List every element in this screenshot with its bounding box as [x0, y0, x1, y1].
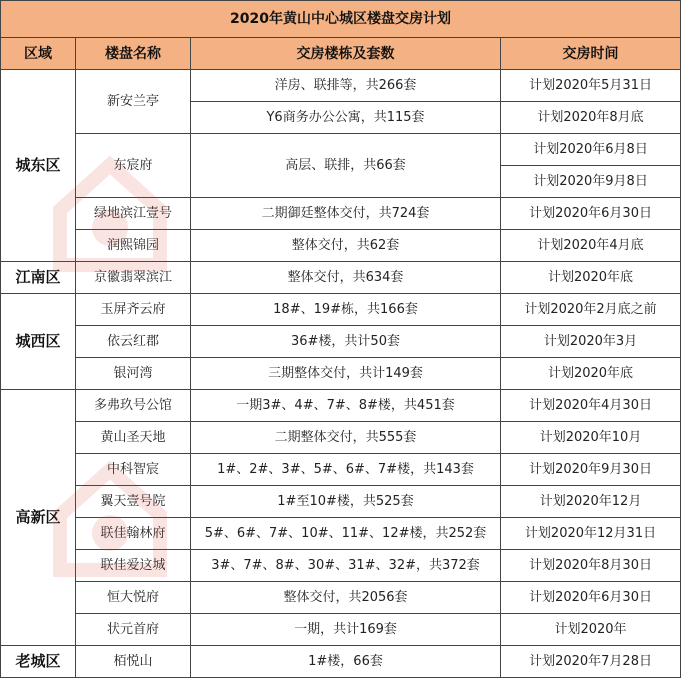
time-cell: 计划2020年4月底	[501, 230, 681, 262]
time-cell: 计划2020年2月底之前	[501, 294, 681, 326]
buildings-cell: 二期御廷整体交付，共724套	[191, 198, 501, 230]
time-cell: 计划2020年9月30日	[501, 454, 681, 486]
header-row	[1, 38, 681, 70]
buildings-cell: 18#、19#栋，共166套	[191, 294, 501, 326]
project-cell: 东宸府	[76, 134, 191, 198]
time-cell: 计划2020年5月31日	[501, 70, 681, 102]
buildings-cell: 3#、7#、8#、30#、31#、32#，共372套	[191, 550, 501, 582]
time-cell: 计划2020年6月30日	[501, 582, 681, 614]
header-district: 区域	[1, 38, 76, 70]
time-cell: 计划2020年9月8日	[501, 166, 681, 198]
table-row	[1, 454, 681, 486]
header-project: 楼盘名称	[76, 38, 191, 70]
header-buildings: 交房楼栋及套数	[191, 38, 501, 70]
table-row	[1, 198, 681, 230]
time-cell: 计划2020年6月8日	[501, 134, 681, 166]
project-cell: 玉屏齐云府	[76, 294, 191, 326]
project-cell: 京徽翡翠滨江	[76, 262, 191, 294]
table-row	[1, 230, 681, 262]
table-row	[1, 550, 681, 582]
project-cell: 润熙锦园	[76, 230, 191, 262]
time-cell: 计划2020年底	[501, 262, 681, 294]
district-cell: 城东区	[1, 70, 76, 262]
header-time: 交房时间	[501, 38, 681, 70]
project-cell: 银河湾	[76, 358, 191, 390]
buildings-cell: 一期，共计169套	[191, 614, 501, 646]
time-cell: 计划2020年12月	[501, 486, 681, 518]
buildings-cell: 36#楼，共计50套	[191, 326, 501, 358]
project-cell: 联佳翰林府	[76, 518, 191, 550]
district-cell: 老城区	[1, 646, 76, 678]
buildings-cell: 二期整体交付，共555套	[191, 422, 501, 454]
title-row	[1, 1, 681, 38]
table-row	[1, 646, 681, 678]
buildings-cell: 一期3#、4#、7#、8#楼，共451套	[191, 390, 501, 422]
table-row	[1, 326, 681, 358]
project-cell: 绿地滨江壹号	[76, 198, 191, 230]
time-cell: 计划2020年8月底	[501, 102, 681, 134]
table-row	[1, 486, 681, 518]
project-cell: 依云红郡	[76, 326, 191, 358]
buildings-cell: 高层、联排，共66套	[191, 134, 501, 198]
table-row	[1, 358, 681, 390]
table-row	[1, 614, 681, 646]
time-cell: 计划2020年8月30日	[501, 550, 681, 582]
buildings-cell: Y6商务办公公寓，共115套	[191, 102, 501, 134]
buildings-cell: 1#至10#楼，共525套	[191, 486, 501, 518]
project-cell: 翼天壹号院	[76, 486, 191, 518]
table-row	[1, 294, 681, 326]
time-cell: 计划2020年底	[501, 358, 681, 390]
time-cell: 计划2020年3月	[501, 326, 681, 358]
time-cell: 计划2020年	[501, 614, 681, 646]
buildings-cell: 5#、6#、7#、10#、11#、12#楼，共252套	[191, 518, 501, 550]
project-cell: 状元首府	[76, 614, 191, 646]
time-cell: 计划2020年6月30日	[501, 198, 681, 230]
table-row	[1, 518, 681, 550]
table-row	[1, 262, 681, 294]
buildings-cell: 整体交付，共62套	[191, 230, 501, 262]
time-cell: 计划2020年4月30日	[501, 390, 681, 422]
buildings-cell: 洋房、联排等，共266套	[191, 70, 501, 102]
table-row	[1, 134, 681, 166]
project-cell: 中科智宸	[76, 454, 191, 486]
buildings-cell: 1#、2#、3#、5#、6#、7#楼，共143套	[191, 454, 501, 486]
buildings-cell: 整体交付，共2056套	[191, 582, 501, 614]
table-title: 2020年黄山中心城区楼盘交房计划	[1, 1, 681, 38]
district-cell: 高新区	[1, 390, 76, 646]
project-cell: 黄山圣天地	[76, 422, 191, 454]
project-cell: 新安兰亭	[76, 70, 191, 134]
district-cell: 城西区	[1, 294, 76, 390]
time-cell: 计划2020年12月31日	[501, 518, 681, 550]
table-row	[1, 70, 681, 102]
project-cell: 栢悦山	[76, 646, 191, 678]
project-cell: 多弗玖号公馆	[76, 390, 191, 422]
buildings-cell: 1#楼，66套	[191, 646, 501, 678]
table-row	[1, 582, 681, 614]
buildings-cell: 整体交付，共634套	[191, 262, 501, 294]
buildings-cell: 三期整体交付，共计149套	[191, 358, 501, 390]
project-cell: 恒大悦府	[76, 582, 191, 614]
time-cell: 计划2020年10月	[501, 422, 681, 454]
time-cell: 计划2020年7月28日	[501, 646, 681, 678]
project-cell: 联佳爱这城	[76, 550, 191, 582]
table-row	[1, 422, 681, 454]
district-cell: 江南区	[1, 262, 76, 294]
table-row	[1, 390, 681, 422]
